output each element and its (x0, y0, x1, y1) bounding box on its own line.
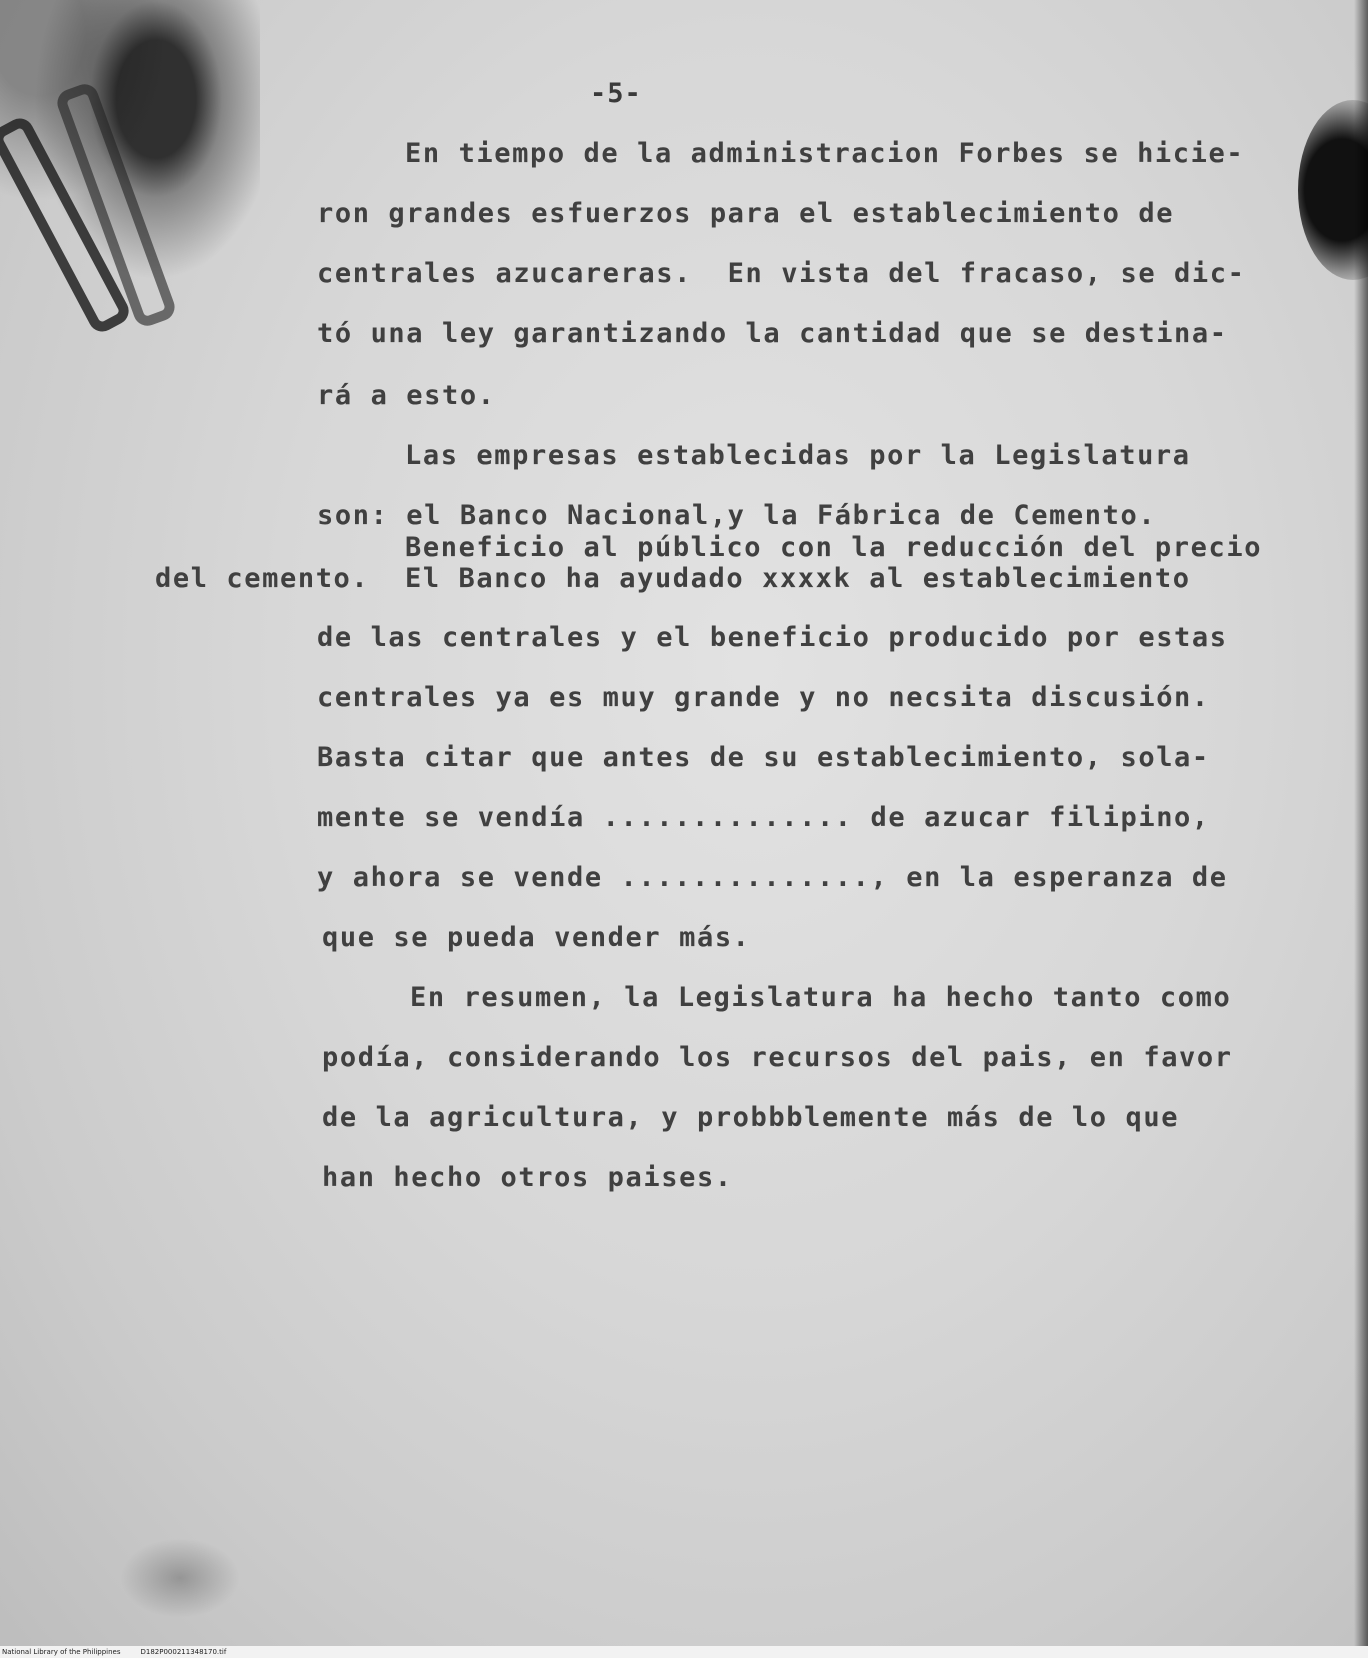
text-line: del cemento. El Banco ha ayudado xxxxk al establecimiento (155, 563, 1191, 594)
page-edge-shadow (1354, 0, 1368, 1658)
text-line: de la agricultura, y probbblemente más de lo que (322, 1102, 1180, 1133)
file-name: D182P000211348170.tif (140, 1648, 227, 1656)
text-line: de las centrales y el beneficio producido por estas (317, 622, 1228, 653)
text-line: ron grandes esfuerzos para el establecimiento de (317, 198, 1175, 229)
scan-footer (0, 1646, 1368, 1658)
paper-stain (120, 1538, 240, 1618)
text-line: rá a esto. (317, 380, 496, 411)
text-line: podía, considerando los recursos del pais, en favor (322, 1042, 1233, 1073)
library-credit: National Library of the Philippines (2, 1648, 121, 1656)
text-line: Basta citar que antes de su establecimiento, sola- (317, 742, 1210, 773)
text-line: Beneficio al público con la reducción del precio (405, 532, 1263, 563)
text-line: En tiempo de la administracion Forbes se hicie- (405, 138, 1245, 169)
text-line: mente se vendía .............. de azucar filipino, (317, 802, 1210, 833)
text-line: Las empresas establecidas por la Legislatura (405, 440, 1191, 471)
text-line: han hecho otros paises. (322, 1162, 733, 1193)
text-line: son: el Banco Nacional,y la Fábrica de Cemento. (317, 500, 1157, 531)
text-line: que se pueda vender más. (322, 922, 751, 953)
text-line: tó una ley garantizando la cantidad que se destina- (317, 318, 1228, 349)
text-line: y ahora se vende .............., en la esperanza de (317, 862, 1228, 893)
page-number: -5- (590, 78, 642, 109)
text-line: centrales ya es muy grande y no necsita discusión. (317, 682, 1210, 713)
text-line: En resumen, la Legislatura ha hecho tanto como (410, 982, 1232, 1013)
text-line: centrales azucareras. En vista del fracaso, se dic- (317, 258, 1246, 289)
